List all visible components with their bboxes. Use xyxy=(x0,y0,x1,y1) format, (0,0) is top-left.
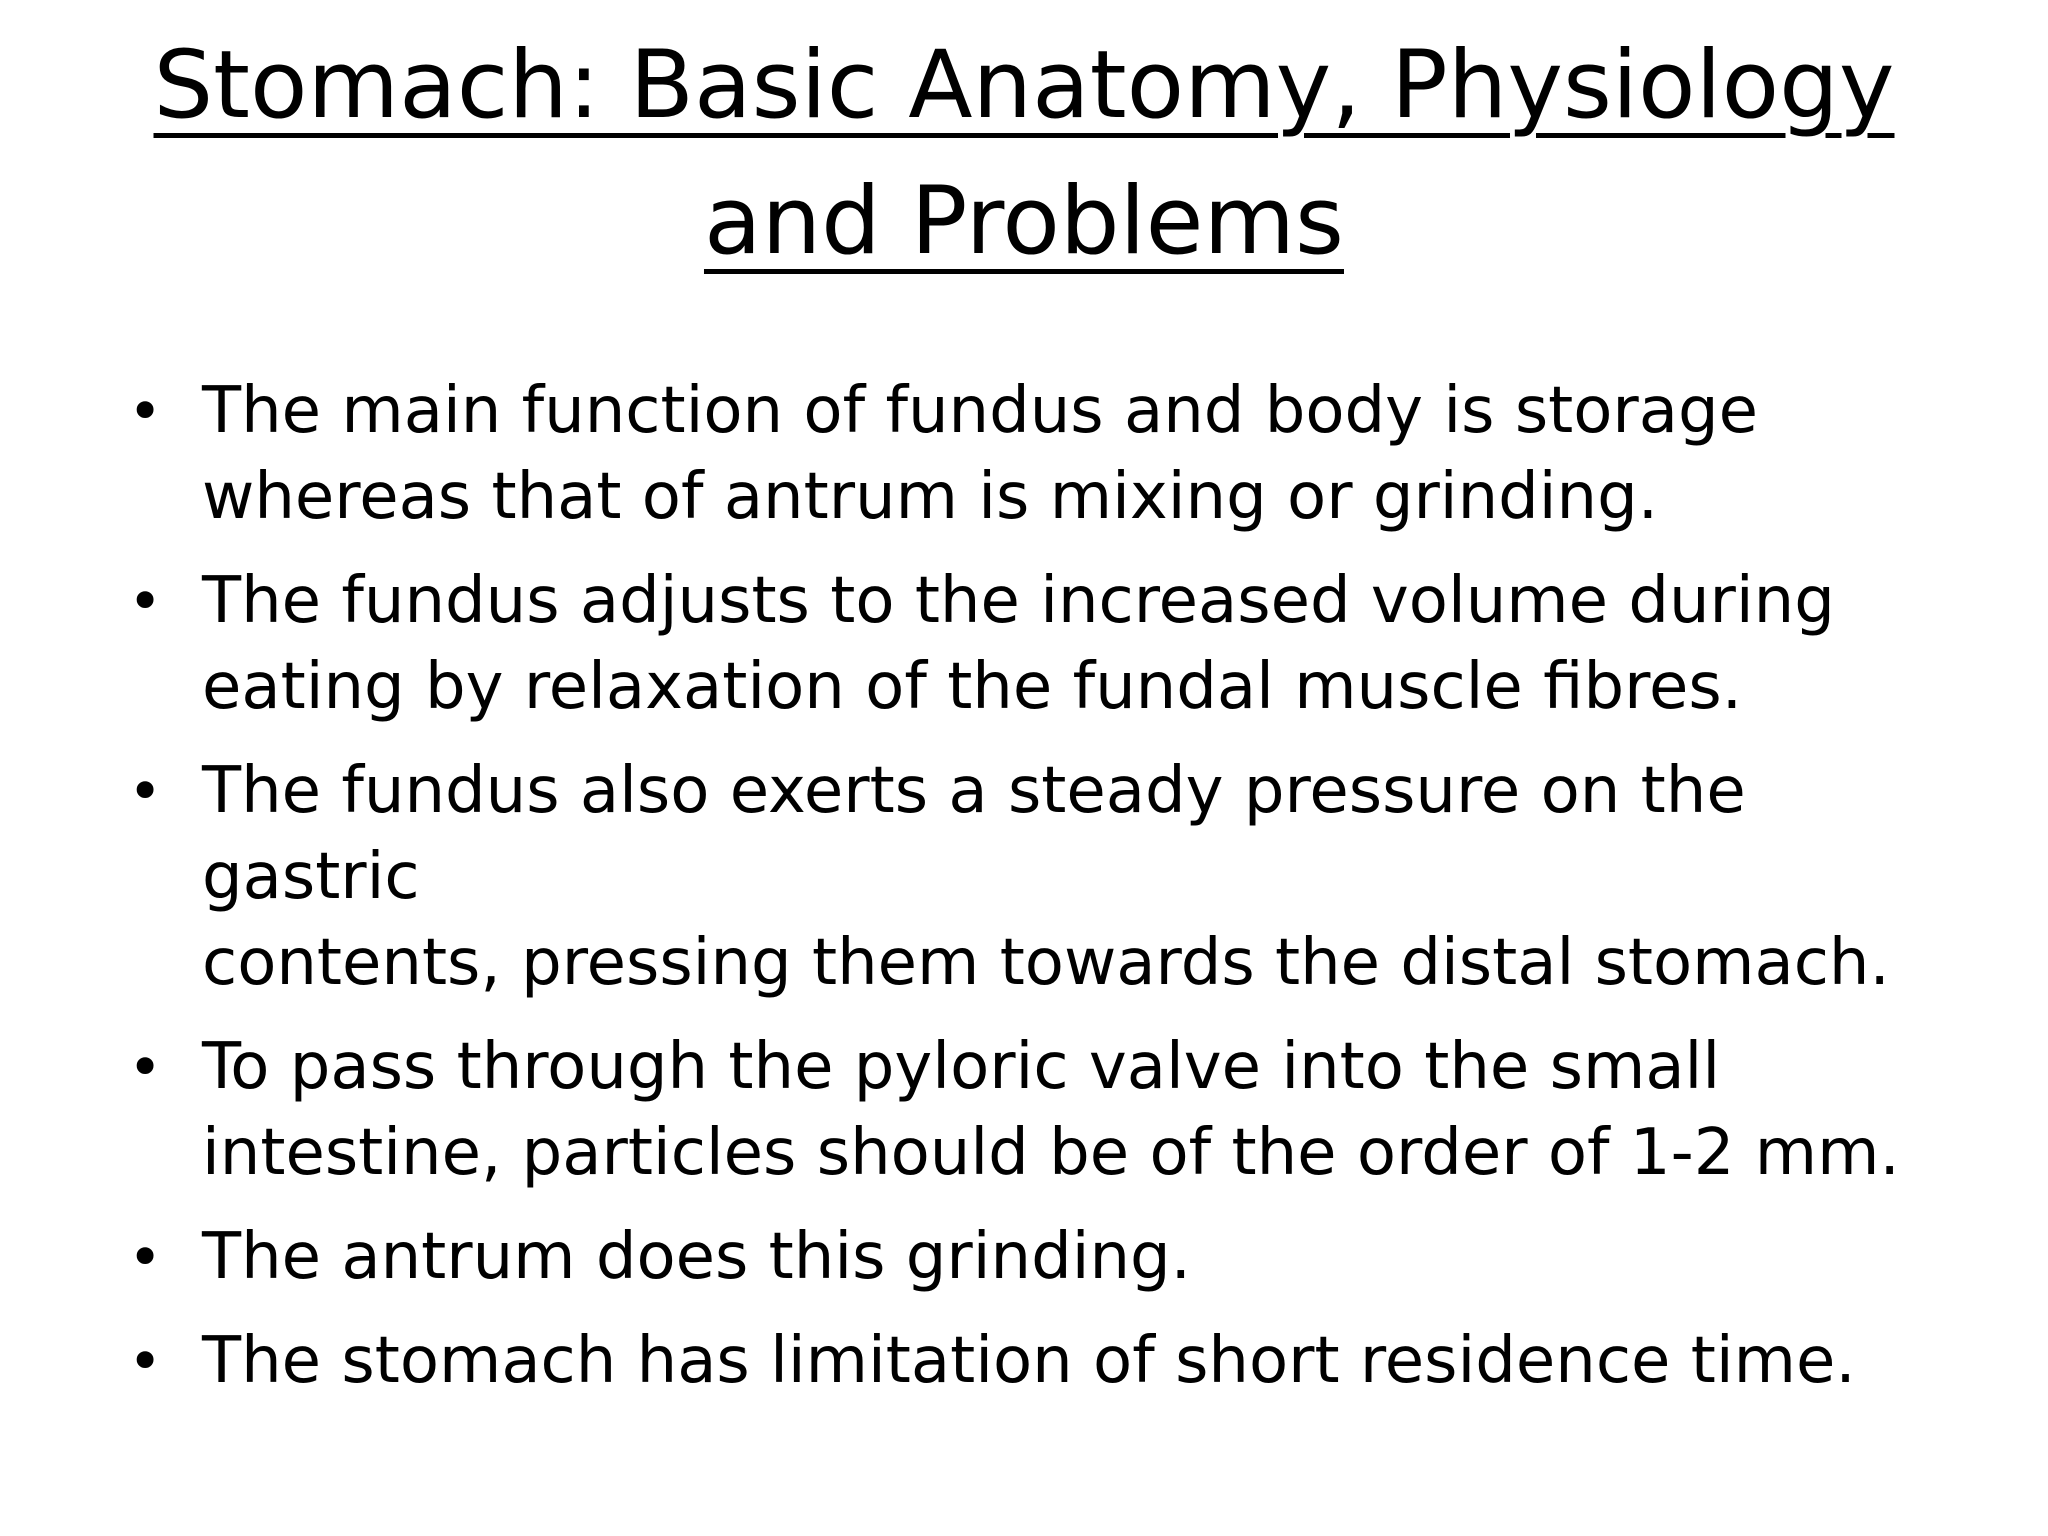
bullet-item-residence-time xyxy=(118,1318,1978,1404)
bullet-icon: • xyxy=(128,1033,163,1101)
bullet-text: The fundus also exerts a steady pressure on the gastric contents, pressing them towards the distal stomach. xyxy=(202,754,1890,1000)
bullet-text: To pass through the pyloric valve into the small intestine, particles should be of the order of 1-2 mm. xyxy=(202,1030,1900,1190)
bullet-icon: • xyxy=(128,567,163,635)
bullet-text: The stomach has limitation of short residence time. xyxy=(202,1324,1856,1398)
bullet-item-fundus-pressure xyxy=(118,748,1978,1006)
bullet-icon: • xyxy=(128,1223,163,1291)
bullet-item-antrum-grinding xyxy=(118,1214,1978,1300)
bullet-icon: • xyxy=(128,1327,163,1395)
bullet-icon: • xyxy=(128,757,163,825)
bullet-text: The antrum does this grinding. xyxy=(202,1220,1191,1294)
slide-title xyxy=(120,18,1928,290)
slide-title-line-2: and Problems xyxy=(703,167,1344,276)
bullet-icon: • xyxy=(128,377,163,445)
bullet-list xyxy=(118,368,1978,1422)
slide-title-line-1: Stomach: Basic Anatomy, Physiology xyxy=(153,31,1895,140)
bullet-text: The fundus adjusts to the increased volume during eating by relaxation of the fundal muscle fibres. xyxy=(202,564,1835,724)
bullet-item-particle-size xyxy=(118,1024,1978,1196)
bullet-text: The main function of fundus and body is storage whereas that of antrum is mixing or grinding. xyxy=(202,374,1758,534)
bullet-item-storage xyxy=(118,368,1978,540)
bullet-item-fundus-volume xyxy=(118,558,1978,730)
